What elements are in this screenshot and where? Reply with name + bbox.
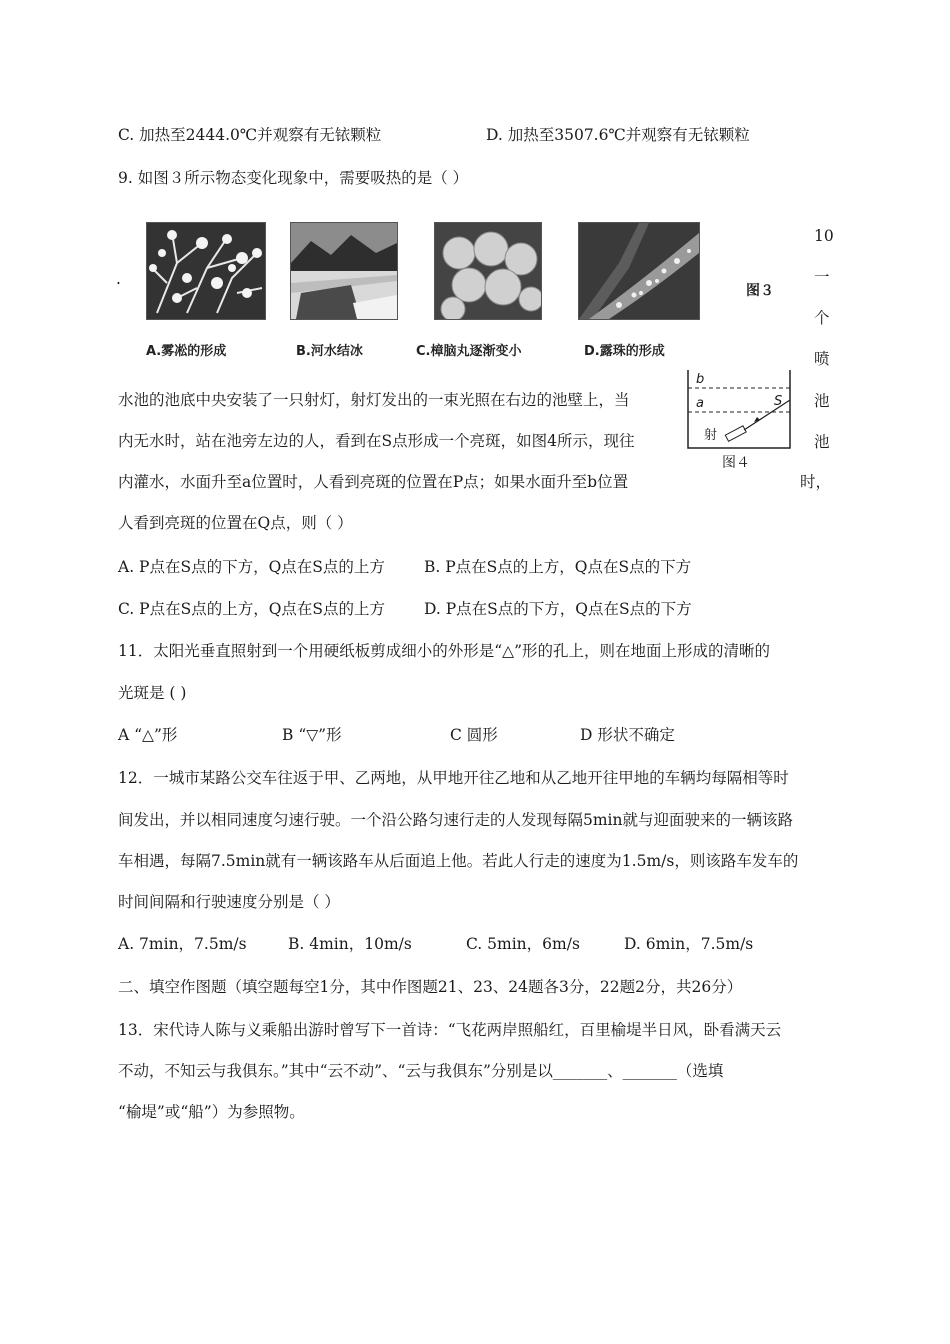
point-s-label: S xyxy=(774,394,783,409)
fig4-label: 图４ xyxy=(722,455,750,471)
q10-vchar-4: 池 xyxy=(814,392,830,410)
q11-line-2: 光斑是 ( ) xyxy=(118,684,187,702)
q11-option-a: A “△”形 xyxy=(118,726,178,744)
q13-line-3: “榆堤”或“船”）为参照物。 xyxy=(118,1103,305,1121)
q12-line-4: 时间间隔和行驶速度分别是（ ） xyxy=(118,893,340,911)
frozen-river-photo xyxy=(290,222,398,320)
q10-option-d: D. P点在S点的下方，Q点在S点的下方 xyxy=(424,600,692,618)
q12-option-b: B. 4min，10m/s xyxy=(288,935,412,953)
fig3-label: 图３ xyxy=(746,283,774,299)
caption-d: D.露珠的形成 xyxy=(584,344,665,359)
level-b-label: b xyxy=(696,372,705,387)
q10-line-4: 人看到亮斑的位置在Q点，则（ ） xyxy=(118,514,353,532)
pool-diagram xyxy=(684,366,796,474)
q12-line-2: 间发出，并以相同速度匀速行驶。一个沿公路匀速行走的人发现每隔5min就与迎面驶来的一辆该路 xyxy=(118,811,794,829)
q10-option-c: C. P点在S点的上方，Q点在S点的上方 xyxy=(118,600,386,618)
lamp-label: 射 xyxy=(704,428,718,443)
q12-option-c: C. 5min，6m/s xyxy=(466,935,580,953)
q13-line-2: 不动，不知云与我俱东。”其中“云不动”、“云与我俱东”分别是以_______、_______（选填 xyxy=(118,1062,724,1080)
q9-dot: . xyxy=(116,270,121,288)
q12-line-3: 车相遇，每隔7.5min就有一辆该路车从后面追上他。若此人行走的速度为1.5m/s，则该路车发车的 xyxy=(118,852,799,870)
q12-option-d: D. 6min，7.5m/s xyxy=(624,935,754,953)
q9-stem: 9. 如图３所示物态变化现象中，需要吸热的是（ ） xyxy=(118,169,469,187)
q10-option-b: B. P点在S点的上方，Q点在S点的下方 xyxy=(424,558,692,576)
q11-option-c: C 圆形 xyxy=(450,726,498,744)
q8-option-c: C. 加热至2444.0℃并观察有无铱颗粒 xyxy=(118,126,382,144)
q11-line-1: 11．太阳光垂直照射到一个用硬纸板剪成细小的外形是“△”形的孔上，则在地面上形成的清晰的 xyxy=(118,642,770,660)
q10-line-3-tail: 时， xyxy=(800,473,832,491)
q10-vchar-2: 个 xyxy=(814,309,830,327)
camphor-balls-photo xyxy=(434,222,542,320)
dew-leaf-photo xyxy=(578,222,700,320)
q10-line-3: 内灌水，水面升至a位置时，人看到亮斑的位置在P点；如果水面升至b位置 xyxy=(118,473,629,491)
level-a-label: a xyxy=(696,396,704,411)
section-2-heading: 二、填空作图题（填空题每空1分，其中作图题21、23、24题各3分，22题2分，共26分） xyxy=(118,978,743,996)
q10-option-a: A. P点在S点的下方，Q点在S点的上方 xyxy=(118,558,385,576)
q12-option-a: A. 7min，7.5m/s xyxy=(118,935,247,953)
rime-photo xyxy=(146,222,266,320)
caption-a: A.雾凇的形成 xyxy=(146,344,227,359)
q10-vchar-5: 池 xyxy=(814,433,830,451)
q10-line-1: 水池的池底中央安装了一只射灯，射灯发出的一束光照在右边的池壁上，当 xyxy=(118,391,630,409)
caption-b: B.河水结冰 xyxy=(296,344,363,359)
q11-option-b: B “▽”形 xyxy=(282,726,342,744)
q12-line-1: 12．一城市某路公交车往返于甲、乙两地，从甲地开往乙地和从乙地开往甲地的车辆均每隔相等时 xyxy=(118,769,789,787)
q10-vchar-1: 一 xyxy=(814,268,830,286)
q8-option-d: D. 加热至3507.6℃并观察有无铱颗粒 xyxy=(486,126,750,144)
q10-vchar-0: 10 xyxy=(814,227,834,245)
q10-line-2: 内无水时，站在池旁左边的人，看到在S点形成一个亮斑，如图4所示，现往 xyxy=(118,432,635,450)
q13-line-1: 13．宋代诗人陈与义乘船出游时曾写下一首诗：“飞花两岸照船红，百里榆堤半日风，卧看满天云 xyxy=(118,1021,782,1039)
caption-c: C.樟脑丸逐渐变小 xyxy=(416,344,522,359)
q11-option-d: D 形状不确定 xyxy=(580,726,675,744)
q10-vchar-3: 喷 xyxy=(814,350,830,368)
